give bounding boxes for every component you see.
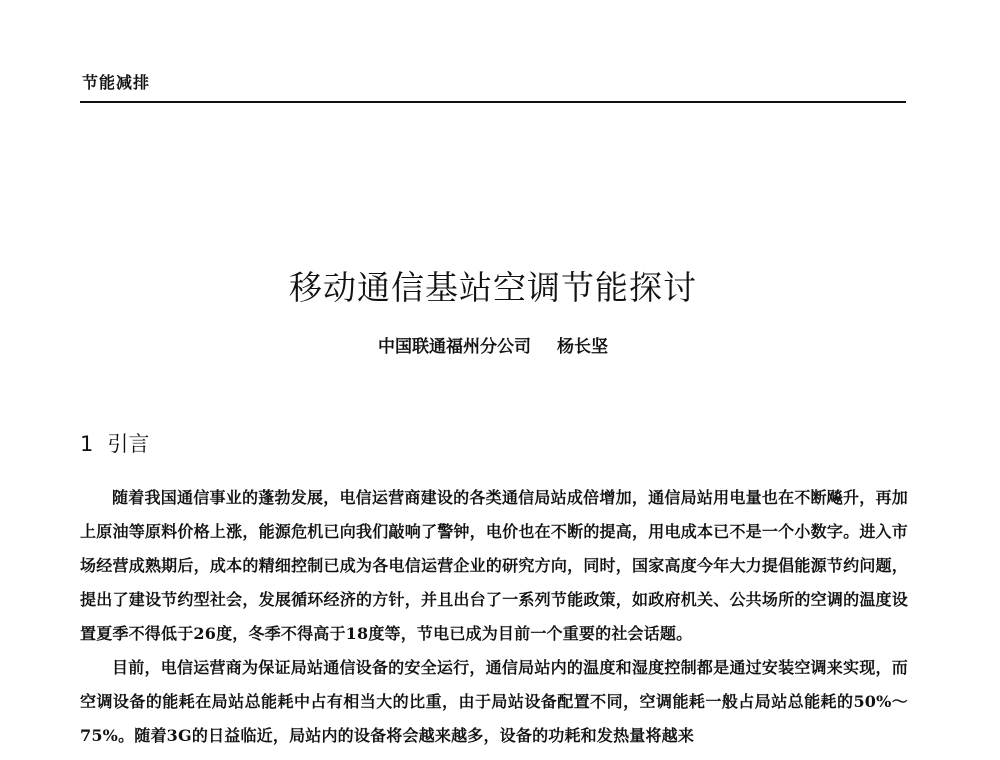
author-affiliation: 中国联通福州分公司 [378,337,531,357]
section-number: 1 [80,432,94,456]
paragraph: 随着我国通信事业的蓬勃发展，电信运营商建设的各类通信局站成倍增加，通信局站用电量也在不断飚升，再加上原油等原料价格上涨，能源危机已向我们敲响了警钟，电价也在不断的提高，用电成本已不是一个小数字。进入市场经营成熟期后，成本的精细控制已成为各电信运营企业的研究方向，同时，国家高度今年大力提倡能源节约问题，提出了建设节约型社会，发展循环经济的方针，并且出台了一系列节能政策，如政府机关、公共场所的空调的温度设置夏季不得低于26度，冬季不得高于18度等，节电已成为目前一个重要的社会话题。 [80,488,908,643]
author-line [80,332,906,357]
section-title: 引言 [107,432,150,456]
running-header: 节能减排 [82,73,151,92]
author-name: 杨长坚 [557,337,608,357]
paragraph: 目前，电信运营商为保证局站通信设备的安全运行，通信局站内的温度和湿度控制都是通过安装空调来实现，而空调设备的能耗在局站总能耗中占有相当大的比重，由于局站设备配置不同，空调能耗一般占局站总能耗的50%～75%。随着3G的日益临近，局站内的设备将会越来越多，设备的功耗和发热量将越来 [80,658,908,745]
header-divider [80,101,906,103]
article-body [80,481,908,753]
article-title: 移动通信基站空调节能探讨 [289,268,697,307]
section-heading [80,428,149,458]
